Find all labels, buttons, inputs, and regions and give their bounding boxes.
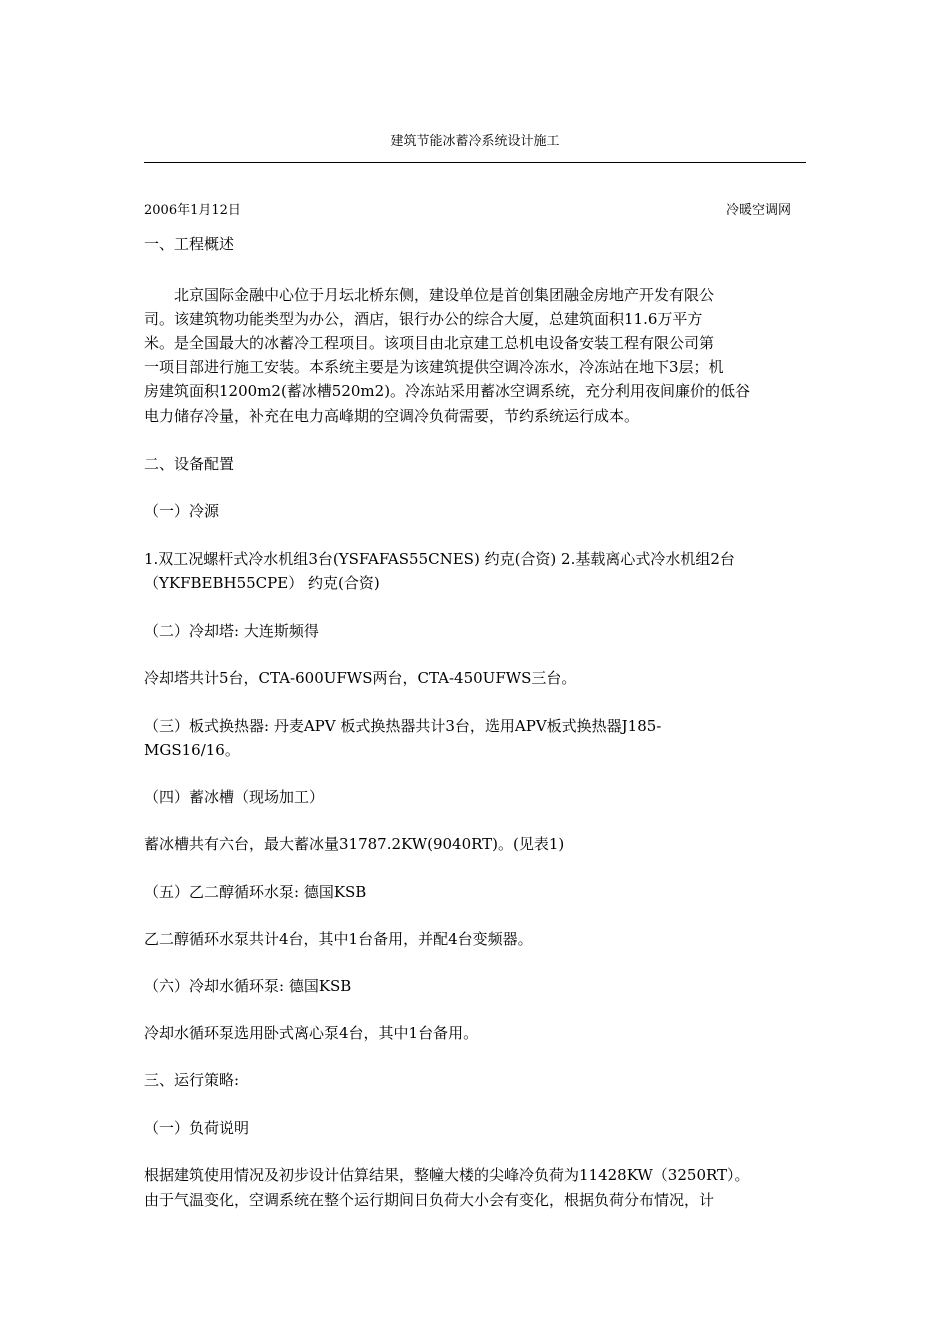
- overview-line: 一项目部进行施工安装。本系统主要是为该建筑提供空调冷冻水，冷冻站在地下3层；机: [144, 358, 724, 376]
- heat-exchanger-line: MGS16/16。: [144, 741, 240, 759]
- page-title: 建筑节能冰蓄冷系统设计施工: [390, 134, 560, 149]
- overview-line: 司。该建筑物功能类型为办公，酒店，银行办公的综合大厦，总建筑面积11.6万平方: [144, 310, 703, 328]
- overview-line: 房建筑面积1200m2(蓄冰槽520m2)。冷冻站采用蓄冰空调系统，充分利用夜间廉价的低谷: [144, 382, 751, 400]
- overview-line: 北京国际金融中心位于月坛北桥东侧，建设单位是首创集团融金房地产开发有限公: [144, 286, 715, 304]
- load-line: 根据建筑使用情况及初步设计估算结果，整幢大楼的尖峰冷负荷为11428KW（3250RT）。: [144, 1166, 750, 1184]
- overview-line: 米。是全国最大的冰蓄冷工程项目。该项目由北京建工总机电设备安装工程有限公司第: [144, 334, 715, 352]
- cooling-pump-text: 冷却水循环泵选用卧式离心泵4台，其中1台备用。: [144, 1024, 479, 1042]
- section-heading-overview: 一、工程概述: [144, 235, 235, 253]
- title-divider: [144, 162, 806, 163]
- subheading-cooling-tower: （二）冷却塔: 大连斯频得: [144, 622, 319, 640]
- section-heading-equipment: 二、设备配置: [144, 455, 235, 473]
- section-heading-operation: 三、运行策略:: [144, 1071, 240, 1089]
- subheading-cooling-pump: （六）冷却水循环泵: 德国KSB: [144, 977, 352, 995]
- publish-date: 2006年1月12日: [144, 203, 241, 218]
- heat-exchanger-line: （三）板式换热器: 丹麦APV 板式换热器共计3台，选用APV板式换热器J185-: [144, 717, 662, 735]
- source-name: 冷暖空调网: [726, 203, 792, 218]
- subheading-load: （一）负荷说明: [144, 1119, 250, 1137]
- cooling-tower-text: 冷却塔共计5台，CTA-600UFWS两台，CTA-450UFWS三台。: [144, 669, 577, 687]
- subheading-ice-tank: （四）蓄冰槽（现场加工）: [144, 788, 325, 806]
- overview-line: 电力储存冷量，补充在电力高峰期的空调冷负荷需要，节约系统运行成本。: [144, 407, 640, 425]
- subheading-cold-source: （一）冷源: [144, 502, 220, 520]
- glycol-pump-text: 乙二醇循环水泵共计4台，其中1台备用，并配4台变频器。: [144, 930, 533, 948]
- chiller-line: （YKFBEBH55CPE） 约克(合资): [144, 574, 380, 592]
- chiller-line: 1.双工况螺杆式冷水机组3台(YSFAFAS55CNES) 约克(合资) 2.基载离心式冷水机组2台: [144, 550, 735, 568]
- ice-tank-text: 蓄冰槽共有六台，最大蓄冰量31787.2KW(9040RT)。(见表1): [144, 835, 565, 853]
- subheading-glycol-pump: （五）乙二醇循环水泵: 德国KSB: [144, 883, 367, 901]
- load-line: 由于气温变化，空调系统在整个运行期间日负荷大小会有变化，根据负荷分布情况，计: [144, 1191, 715, 1209]
